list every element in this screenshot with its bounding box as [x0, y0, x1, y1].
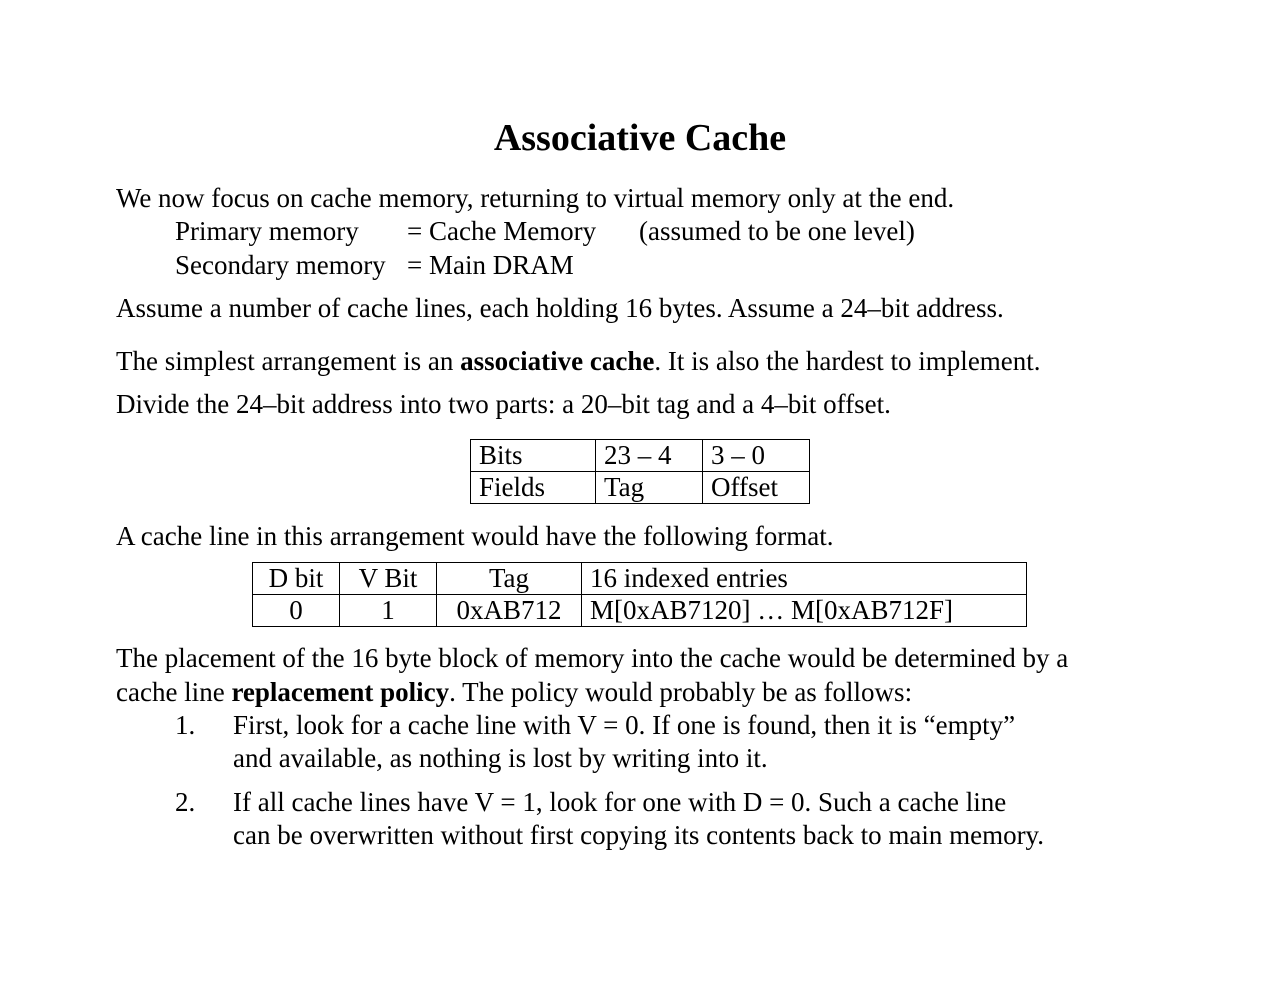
- assume-line: Assume a number of cache lines, each holding 16 bytes. Assume a 24–bit address.: [116, 293, 1004, 323]
- cache-line-format-table: [252, 562, 1027, 627]
- secondary-memory-value: = Main DRAM: [407, 250, 574, 280]
- table-row: [253, 563, 1027, 595]
- primary-memory-label: Primary memory: [175, 216, 359, 246]
- table-cell: M[0xAB7120] … M[0xAB712F]: [582, 595, 1027, 627]
- table-cell: 0: [253, 595, 340, 627]
- table-cell: 1: [340, 595, 437, 627]
- format-line: A cache line in this arrangement would have the following format.: [116, 521, 834, 551]
- divide-line: Divide the 24–bit address into two parts: a 20–bit tag and a 4–bit offset.: [116, 389, 891, 419]
- intro-line: We now focus on cache memory, returning to virtual memory only at the end.: [116, 183, 955, 213]
- primary-memory-note: (assumed to be one level): [639, 216, 915, 246]
- table-cell: Bits: [471, 440, 596, 472]
- table-cell: Tag: [596, 472, 703, 504]
- table-header-cell: V Bit: [340, 563, 437, 595]
- table-cell: 23 – 4: [596, 440, 703, 472]
- table-header-cell: 16 indexed entries: [582, 563, 1027, 595]
- placement-line: The placement of the 16 byte block of memory into the cache would be determined by a: [116, 643, 1069, 673]
- policy-item-text: If all cache lines have V = 1, look for one with D = 0. Such a cache line: [233, 787, 1007, 817]
- replacement-policy-term: replacement policy: [231, 677, 450, 707]
- table-row: [471, 472, 810, 504]
- secondary-memory-label: Secondary memory: [175, 250, 386, 280]
- table-cell: 0xAB712: [437, 595, 582, 627]
- simplest-line: [116, 345, 1041, 378]
- policy-item-text: can be overwritten without first copying its contents back to main memory.: [233, 820, 1045, 850]
- placement-text-after: . The policy would probably be as follows:: [449, 677, 913, 707]
- primary-memory-value: = Cache Memory: [407, 216, 597, 246]
- associative-cache-term: associative cache: [460, 346, 655, 376]
- placement-line-2: [116, 676, 912, 709]
- table-cell: Fields: [471, 472, 596, 504]
- policy-item-number: 1.: [175, 710, 196, 740]
- policy-item-number: 2.: [175, 787, 196, 817]
- table-cell: Offset: [703, 472, 810, 504]
- table-header-cell: D bit: [253, 563, 340, 595]
- table-row: [471, 440, 810, 472]
- simplest-text-before: The simplest arrangement is an: [116, 346, 461, 376]
- page-title: Associative Cache: [493, 117, 787, 159]
- simplest-text-after: . It is also the hardest to implement.: [654, 346, 1041, 376]
- placement-text-before: cache line: [116, 677, 232, 707]
- table-cell: 3 – 0: [703, 440, 810, 472]
- table-header-cell: Tag: [437, 563, 582, 595]
- policy-item-text: First, look for a cache line with V = 0. If one is found, then it is “empty”: [233, 710, 1016, 740]
- address-fields-table: [470, 439, 810, 504]
- table-row: [253, 595, 1027, 627]
- policy-item-text: and available, as nothing is lost by writing into it.: [233, 743, 768, 773]
